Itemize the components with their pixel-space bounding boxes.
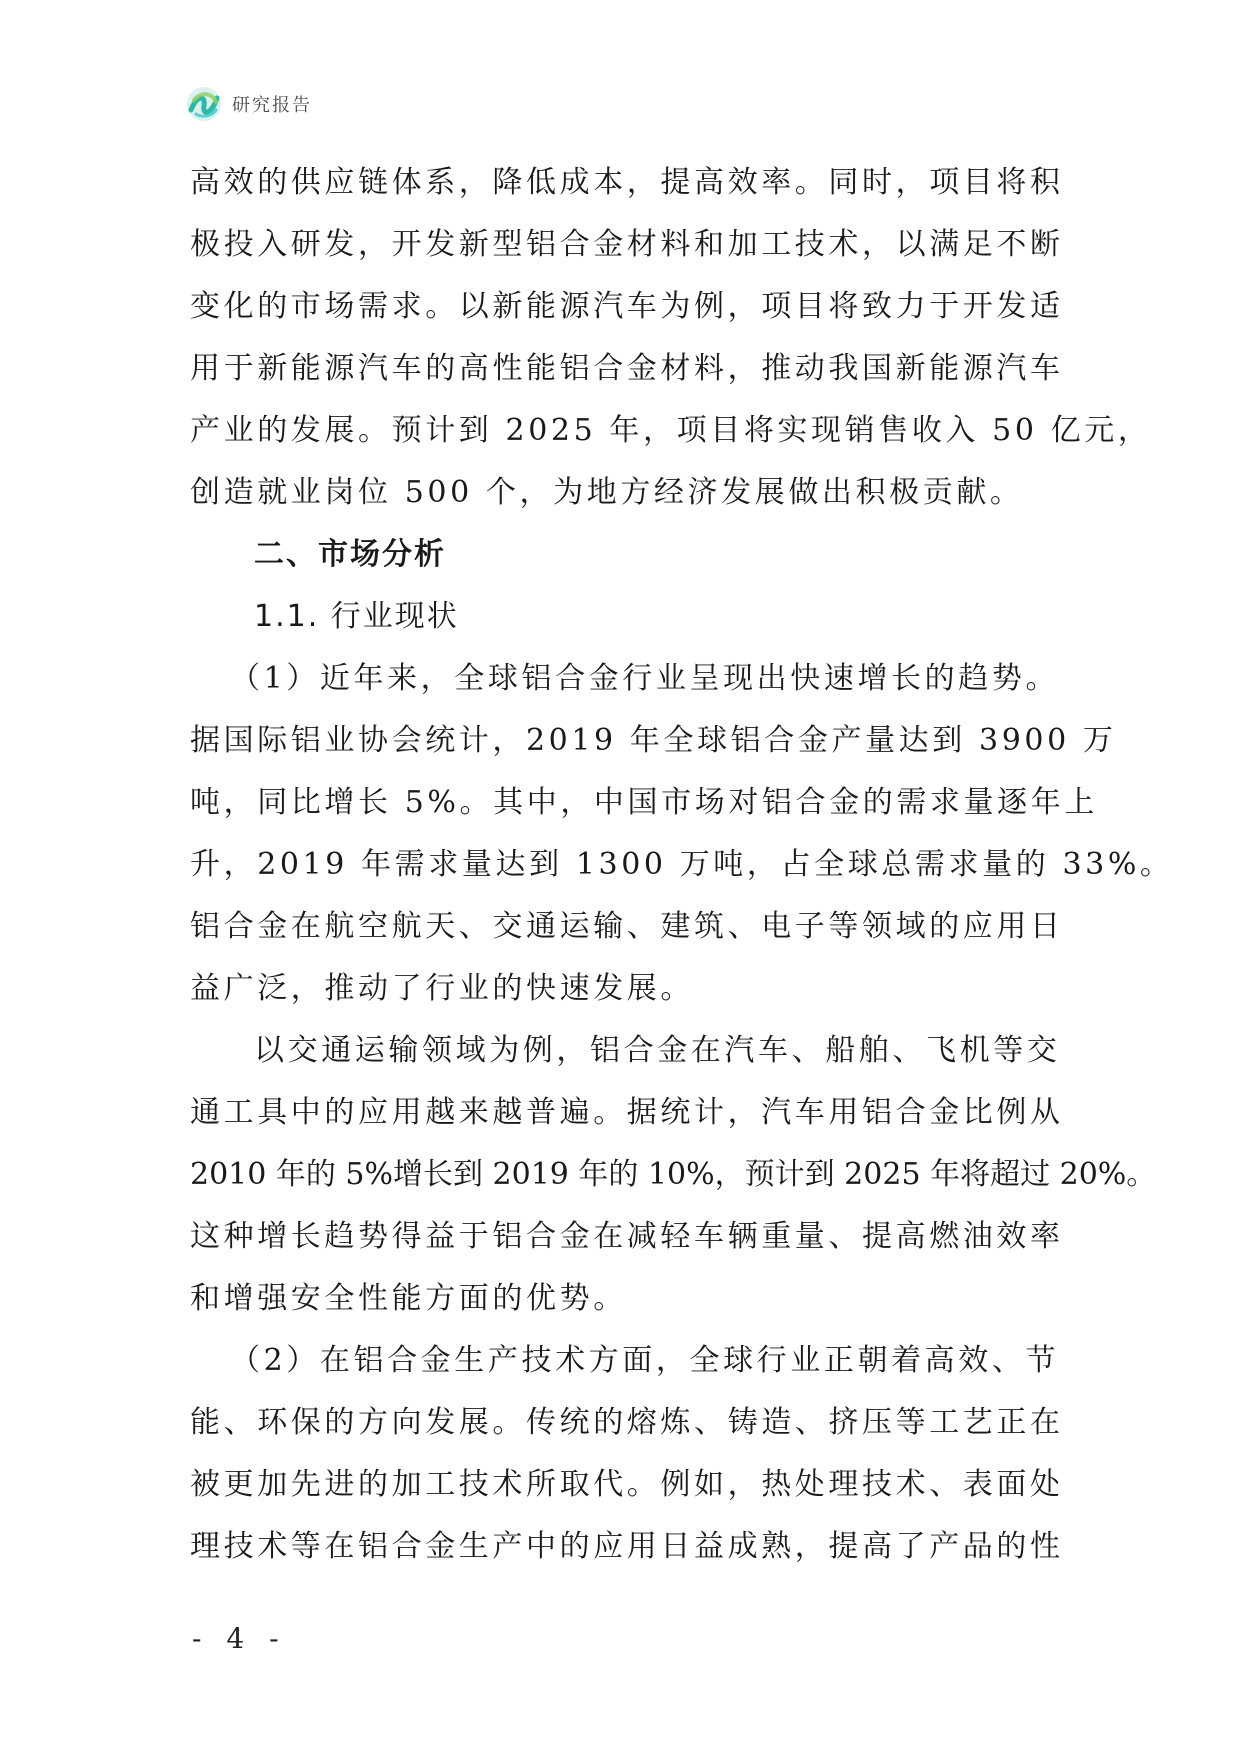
paragraph-line: 2010 年的 5%增长到 2019 年的 10%，预计到 2025 年将超过 20%。 [190, 1157, 1157, 1192]
paragraph-line: 通工具中的应用越来越普遍。据统计，汽车用铝合金比例从 [190, 1095, 1064, 1130]
document-body [190, 152, 1174, 1578]
report-header [186, 86, 312, 122]
paragraph-line: 益广泛，推动了行业的快速发展。 [190, 971, 694, 1006]
paragraph-line: 理技术等在铝合金生产中的应用日益成熟，提高了产品的性 [190, 1529, 1064, 1564]
header-title: 研究报告 [232, 95, 312, 116]
paragraph-line: 和增强安全性能方面的优势。 [190, 1281, 627, 1316]
text-line: 产业的发展。预计到 2025 年，项目将实现销售收入 50 亿元， [190, 413, 1152, 448]
paragraph-line: 据国际铝业协会统计，2019 年全球铝合金产量达到 3900 万 [190, 723, 1117, 758]
paragraph-line: 这种增长趋势得益于铝合金在减轻车辆重量、提高燃油效率 [190, 1219, 1064, 1254]
text-line: 用于新能源汽车的高性能铝合金材料，推动我国新能源汽车 [190, 351, 1064, 386]
paragraph-line: 吨，同比增长 5%。其中，中国市场对铝合金的需求量逐年上 [190, 785, 1098, 820]
paragraph-line: 能、环保的方向发展。传统的熔炼、铸造、挤压等工艺正在 [190, 1405, 1064, 1440]
text-line: 变化的市场需求。以新能源汽车为例，项目将致力于开发适 [190, 289, 1064, 324]
paragraph-line: 升，2019 年需求量达到 1300 万吨，占全球总需求量的 33%。 [190, 847, 1174, 882]
paragraph-line: （1）近年来，全球铝合金行业呈现出快速增长的趋势。 [230, 661, 1060, 696]
text-line: 极投入研发，开发新型铝合金材料和加工技术，以满足不断 [190, 227, 1064, 262]
subsection-heading: 1.1. 行业现状 [254, 599, 459, 634]
page-number: - 4 - [192, 1622, 287, 1655]
section-heading: 二、市场分析 [254, 537, 446, 572]
paragraph-line: 被更加先进的加工技术所取代。例如，热处理技术、表面处 [190, 1467, 1064, 1502]
paragraph-line: 铝合金在航空航天、交通运输、建筑、电子等领域的应用日 [190, 909, 1064, 944]
text-line: 创造就业岗位 500 个，为地方经济发展做出积极贡献。 [190, 475, 1024, 510]
text-line: 高效的供应链体系，降低成本，提高效率。同时，项目将积 [190, 165, 1064, 200]
paragraph-line: 以交通运输领域为例，铝合金在汽车、船舶、飞机等交 [254, 1033, 1061, 1068]
leaf-logo-icon [186, 86, 222, 122]
paragraph-line: （2）在铝合金生产技术方面，全球行业正朝着高效、节 [230, 1343, 1060, 1378]
